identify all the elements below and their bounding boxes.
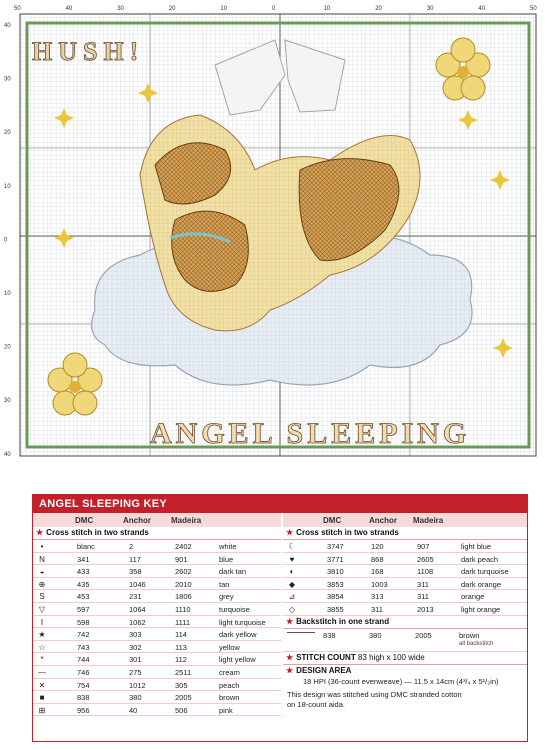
col-anchor-right: Anchor [369,516,397,525]
key-dmc: 3747 [327,542,344,551]
key-dmc: 597 [77,604,90,614]
key-header [33,513,281,527]
backstitch-section: ★ Backstitch in one strand [283,616,527,629]
key-row [283,553,527,566]
key-anchor: 231 [129,592,142,602]
key-sym: ♥ [289,554,295,564]
side-scale-label: 20 [4,130,11,137]
key-madeira: 113 [175,642,187,652]
col-dmc-right: DMC [323,516,342,525]
key-anchor: 1062 [129,617,146,627]
key-madeira: 112 [175,655,187,665]
key-madeira: 2005 [175,693,192,703]
key-name: white [219,542,237,551]
top-scale-label: 30 [117,6,124,12]
key-sym: ■ [39,693,45,703]
key-name: peach [219,680,240,690]
key-row [33,553,281,566]
key-row [33,628,281,641]
key-header-right [283,513,527,527]
col-madeira-right: Madeira [413,516,444,525]
key-madeira: 311 [417,592,429,602]
key-sym: S [39,592,45,602]
key-anchor: 40 [129,705,138,715]
key-sym: ◆ [288,579,296,589]
key-madeira: 2602 [175,567,192,577]
key-anchor: 313 [371,592,384,602]
key-anchor: 1003 [371,579,388,589]
key-name: dark peach [461,554,499,564]
top-scale-label: 0 [272,6,276,12]
key-madeira: 114 [175,630,187,640]
key-madeira: 1110 [175,604,191,614]
top-scale-label: 40 [65,6,73,12]
top-scale-label: 10 [220,6,228,12]
key-name: dark orange [461,579,502,589]
key-dmc: 956 [77,705,90,715]
side-scale-label: 40 [4,23,11,29]
key-row [283,540,527,553]
key-name: dark yellow [219,630,257,640]
key-dmc: 742 [77,630,90,640]
top-scale-label: 30 [426,6,434,12]
key-name: light blue [461,542,492,551]
key-sym: • [40,542,44,551]
key-sym: ☆ [38,642,46,652]
key-row [33,679,281,692]
key-madeira: 2013 [417,604,434,614]
key-dmc: 598 [77,617,90,627]
key-right-column [283,513,527,710]
key-madeira: 907 [417,542,430,551]
key-dmc: 743 [77,642,90,652]
key-anchor: 117 [129,554,141,564]
key-dmc: 433 [77,567,90,577]
key-row [33,616,281,629]
key-name: blue [219,554,234,564]
key-name: brown [219,693,240,703]
key-name: tan [219,579,230,589]
top-scale-label: 10 [323,6,331,12]
key-name: turquoise [219,604,250,614]
key-dmc: 3854 [327,592,344,602]
key-sym: ★ [38,630,46,640]
key-madeira: 506 [175,705,188,715]
key-madeira: 1108 [417,567,434,577]
key-name: light yellow [219,655,256,665]
key-row [33,666,281,679]
key-sym: — [38,667,46,677]
key-row [33,565,281,578]
key-name: light orange [461,604,501,614]
key-anchor: 301 [129,655,142,665]
top-scale-label: 50 [530,6,537,12]
key-madeira: 1806 [175,592,192,602]
side-scale-label: 20 [4,344,11,351]
key-row [33,540,281,553]
side-scale-label: 0 [4,237,8,244]
cross-stitch-section: ★ Cross stitch in two strands [33,527,281,540]
side-scale-label: 30 [4,76,11,83]
key-dmc: 435 [77,579,90,589]
top-scale-label: 20 [168,6,176,12]
design-area-value: 18 HPI (36-count evenweave) — 11.5 x 14cm (4³/₄ x 5¹/₂in) [303,676,499,686]
chart-title-bottom: ANGEL SLEEPING [150,417,471,450]
key-anchor: 868 [371,554,384,564]
key-madeira: 2010 [175,579,192,589]
key-row [33,653,281,666]
key-dmc: 341 [77,554,90,564]
key-sym: ▽ [38,604,46,614]
key-madeira: 305 [175,680,188,690]
key-anchor: 1012 [129,680,146,690]
key-name: pink [219,705,233,715]
key-anchor: 1046 [129,579,146,589]
key-dmc: 746 [77,667,90,677]
key-dmc: 754 [77,680,90,690]
key-anchor: 120 [371,542,384,551]
design-area-label: ★ DESIGN AREA [286,665,352,675]
key-madeira: 311 [417,579,429,589]
key-dmc: 3771 [327,554,344,564]
key-left-column [33,513,281,716]
top-scale-label: 50 [14,6,21,12]
key-madeira: 2511 [175,667,192,677]
key-row [33,691,281,704]
cross-stitch-section-right: ★ Cross stitch in two strands [283,527,527,540]
key-madeira: 1111 [175,617,191,627]
side-scale-label: 10 [4,183,11,190]
key-dmc: 3853 [327,579,344,589]
key-dmc: 744 [77,655,90,665]
col-anchor: Anchor [123,516,151,525]
key-sym: ◇ [288,604,296,614]
key-name: yellow [219,642,240,652]
key-row [283,603,527,616]
side-scale-label: 10 [4,291,11,297]
col-dmc: DMC [75,516,94,525]
key-dmc: 453 [77,592,90,602]
key-sym: ✕ [38,680,46,690]
key-row [283,590,527,603]
stitch-count: ★ STITCH COUNT 83 high x 100 wide [283,652,527,665]
key-name: light turquoise [219,617,266,627]
key-sym: N [39,554,45,564]
key-name: cream [219,667,240,677]
key-sym: ◒ [39,567,45,577]
key-dmc: 838 [77,693,90,703]
key-madeira: 901 [175,554,188,564]
key-title: ANGEL SLEEPING KEY [33,495,527,513]
key-name: grey [219,592,234,602]
top-scale [14,6,537,12]
footnote-2: on 18-count aida. [287,699,345,709]
key-sym: ⊞ [38,705,46,715]
key-anchor: 302 [129,642,142,652]
top-scale-label: 40 [478,6,486,12]
key-sym: * [40,655,44,665]
key-sym: ⊕ [38,579,46,589]
key-name: dark turquoise [461,567,509,577]
key-sym: I [40,617,44,627]
side-scale-label: 40 [4,451,11,458]
key-name: orange [461,592,485,602]
side-scale-label: 30 [4,398,11,405]
key-anchor: 275 [129,667,142,677]
key-dmc: 3810 [327,567,344,577]
key-sym: ☾ [288,542,296,551]
footnote-1: This design was stitched using DMC stranded cotton [287,689,462,699]
key-dmc: blanc [77,542,95,551]
key-anchor: 1064 [129,604,146,614]
key-row [33,704,281,717]
key-row [283,565,527,578]
col-madeira: Madeira [171,516,202,525]
key-anchor: 303 [129,630,142,640]
key-anchor: 380 [129,693,142,703]
key-anchor: 2 [129,542,134,551]
key-madeira: 2402 [175,542,192,551]
key-row [33,641,281,654]
key-dmc: 3855 [327,604,344,614]
key-sym: ⊿ [288,592,296,602]
key-sym: ◐ [289,567,295,577]
key-row [33,603,281,616]
key-name: dark tan [219,567,247,577]
side-scale [4,23,11,458]
thread-key [32,494,528,742]
backstitch-row: 838 380 2005 brown all backstitch [283,629,527,652]
key-row [283,578,527,591]
chart-title-top: HUSH! [32,37,145,66]
key-anchor: 311 [371,604,383,614]
key-anchor: 358 [129,567,142,577]
top-scale-label: 20 [375,6,382,12]
key-anchor: 168 [371,567,384,577]
key-row [33,590,281,603]
key-row [33,578,281,591]
key-madeira: 2605 [417,554,434,564]
